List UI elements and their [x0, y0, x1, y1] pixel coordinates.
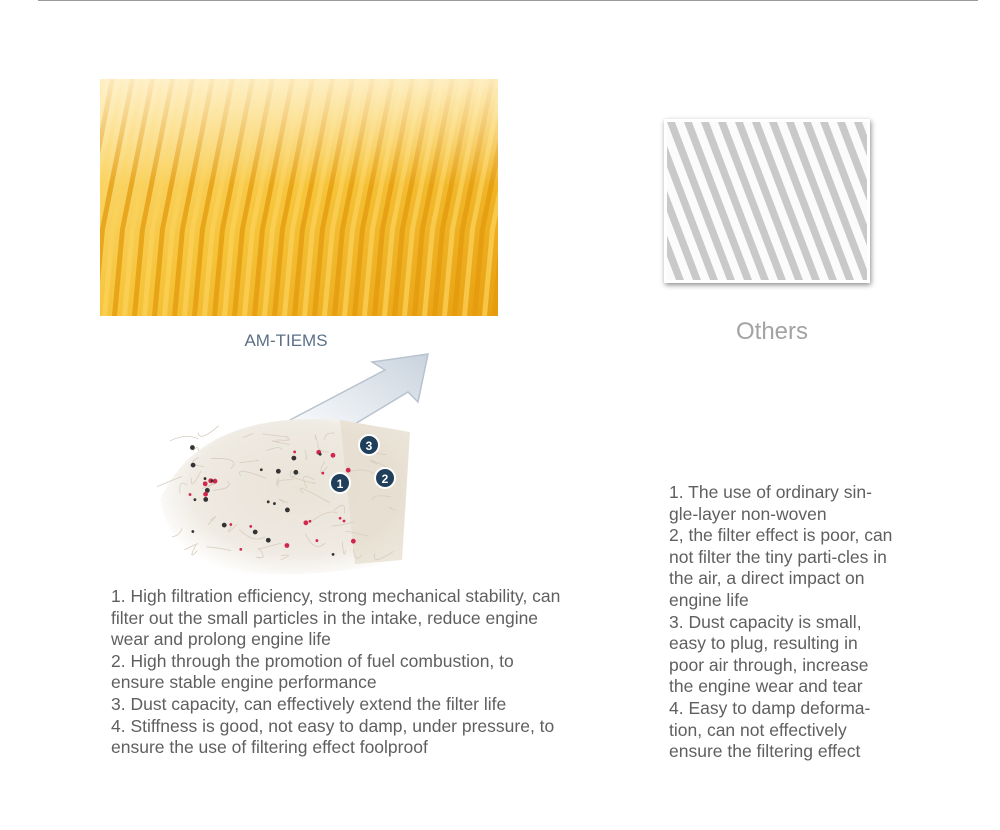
others-feature-1: 1. The use of ordinary sin-gle-layer non-woven: [669, 482, 872, 524]
layer-marker-2: [375, 468, 395, 488]
others-feature-2: 2, the filter effect is poor, can not filter the tiny parti-cles in the air, a direct impact on engine life: [669, 525, 893, 610]
am-tiems-feature-4: 4. Stiffness is good, not easy to damp, under pressure, to ensure the use of filtering effect foolproof: [111, 715, 555, 758]
am-tiems-feature-3: 3. Dust capacity, can effectively extend the filter life: [111, 693, 507, 714]
layer-marker-3: [359, 435, 379, 455]
others-feature-list: [669, 482, 894, 763]
svg-text:3: 3: [365, 439, 373, 453]
filter-layer-diagram: [140, 350, 440, 585]
others-filter-image-frame: [664, 119, 870, 283]
top-divider: [38, 0, 978, 1]
am-tiems-feature-1: 1. High filtration efficiency, strong mechanical stability, can filter out the small particles in the intake, reduce engine wear and prolong engine life: [111, 586, 561, 650]
svg-text:1: 1: [336, 477, 344, 491]
others-caption: Others: [735, 318, 809, 345]
others-feature-3: 3. Dust capacity is small, easy to plug, resulting in poor air through, increase the engine wear and tear: [669, 611, 869, 697]
am-tiems-filter-image: [100, 79, 498, 316]
am-tiems-feature-list: [111, 586, 561, 759]
am-tiems-feature-2: 2. High through the promotion of fuel combustion, to ensure stable engine performance: [111, 650, 514, 693]
am-tiems-caption: AM-TIEMS: [244, 331, 328, 350]
layer-marker-1: [330, 473, 350, 493]
svg-text:2: 2: [381, 472, 389, 486]
others-filter-image: [667, 122, 867, 280]
others-feature-4: 4. Easy to damp deforma-tion, can not effectively ensure the filtering effect: [669, 697, 871, 762]
